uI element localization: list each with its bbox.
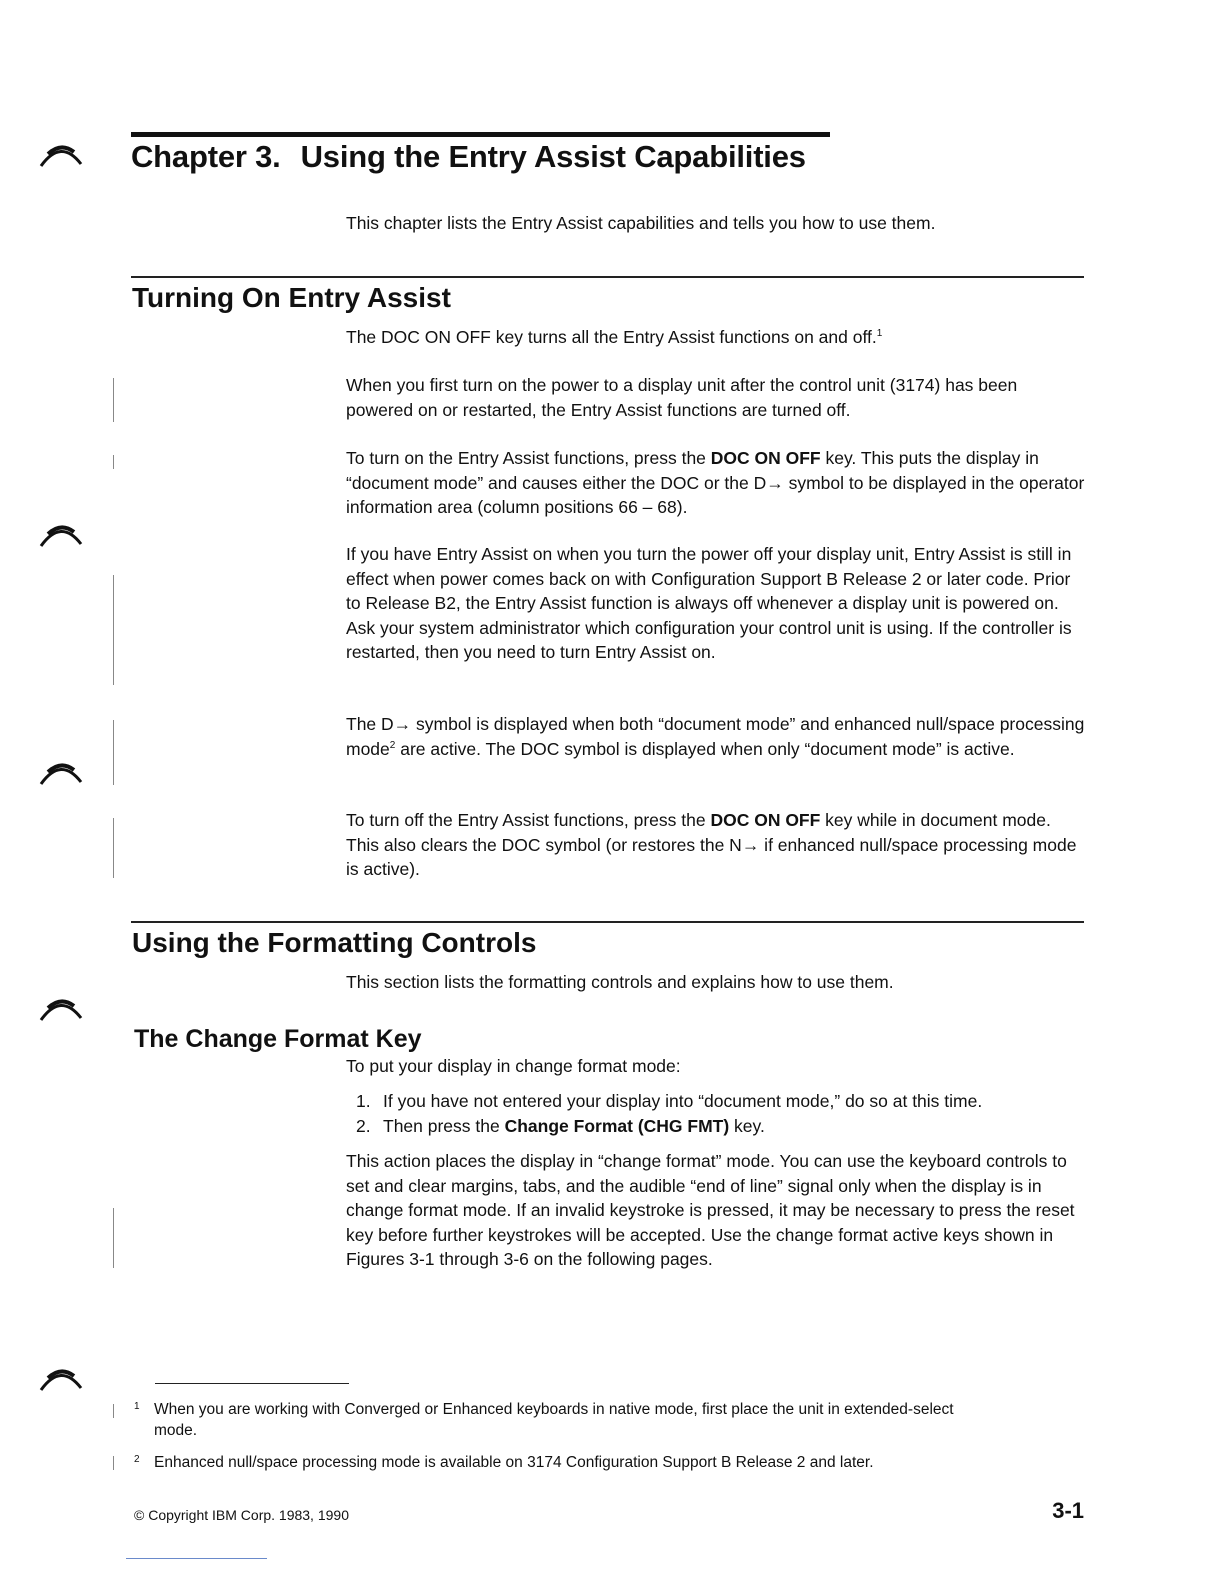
paragraph-text: are active. The DOC symbol is displayed when only “document mode” is active. bbox=[395, 738, 1015, 759]
paragraph-text: To turn on the Entry Assist functions, press the bbox=[346, 448, 711, 468]
binder-hole-mark bbox=[38, 1366, 84, 1392]
chapter-rule bbox=[131, 132, 830, 137]
section-heading-turning-on: Turning On Entry Assist bbox=[132, 282, 451, 313]
footnote bbox=[134, 1452, 1014, 1473]
change-bar bbox=[113, 818, 114, 878]
list-item bbox=[356, 1089, 1086, 1114]
step-number: 2. bbox=[356, 1116, 371, 1136]
chapter-title bbox=[131, 139, 806, 175]
paragraph bbox=[346, 712, 1086, 761]
paragraph bbox=[346, 373, 1086, 422]
chapter-title-text: Using the Entry Assist Capabilities bbox=[300, 139, 806, 174]
paragraph bbox=[346, 1149, 1086, 1272]
key-name: DOC ON OFF bbox=[710, 448, 821, 468]
footnote-text: Enhanced null/space processing mode is available on 3174 Configuration Support B Release 2 and later. bbox=[154, 1454, 874, 1471]
binder-hole-mark bbox=[38, 996, 84, 1022]
change-bar bbox=[113, 1208, 114, 1268]
change-bar bbox=[113, 1404, 114, 1418]
step-text: Then press the bbox=[383, 1116, 505, 1136]
paragraph bbox=[346, 542, 1086, 665]
change-bar bbox=[113, 1456, 114, 1470]
copyright-notice: © Copyright IBM Corp. 1983, 1990 bbox=[134, 1507, 349, 1523]
section-rule bbox=[131, 276, 1084, 278]
paragraph-text: key. This puts the display in “document mode” and causes either the DOC or the D→ symbol to be displayed in the operator information area (column positions 66 – 68). bbox=[346, 448, 1085, 517]
step-list bbox=[356, 1089, 1086, 1139]
footnote bbox=[134, 1399, 1014, 1441]
paragraph-text: key while in document mode. This also clears the DOC symbol (or restores the N→ if enhanced null/space processing mode is active). bbox=[346, 810, 1077, 879]
footnote-rule bbox=[155, 1383, 349, 1384]
key-name: Change Format (CHG FMT) bbox=[504, 1116, 730, 1136]
change-bar bbox=[113, 720, 114, 785]
footnote-ref[interactable]: 2 bbox=[389, 739, 396, 751]
binder-hole-mark bbox=[38, 142, 84, 168]
subsection-heading-change-format: The Change Format Key bbox=[134, 1025, 422, 1053]
chapter-number: Chapter 3. bbox=[131, 139, 281, 174]
step-text: If you have not entered your display into “document mode,” do so at this time. bbox=[383, 1091, 983, 1111]
list-item bbox=[356, 1114, 1086, 1139]
step-text: key. bbox=[729, 1116, 765, 1136]
paragraph-text: This action places the display in “change format” mode. You can use the keyboard controls to set and clear margins, tabs, and the audible “end of line” signal only when the display is in change format mode. If an invalid keystroke is pressed, it may be necessary to press the reset key before further keystrokes will be accepted. Use the change format active keys shown in Figures 3-1 through 3-6 on the following pages. bbox=[346, 1151, 1075, 1269]
binder-hole-mark bbox=[38, 760, 84, 786]
footnote-ref[interactable]: 1 bbox=[876, 328, 883, 340]
paragraph-text: To put your display in change format mode: bbox=[346, 1056, 681, 1076]
paragraph bbox=[346, 325, 1086, 350]
binder-hole-mark bbox=[38, 522, 84, 548]
paragraph-text: The D→ symbol is displayed when both “document mode” and enhanced null/space processing mode bbox=[346, 714, 1085, 759]
chapter-intro-text: This chapter lists the Entry Assist capabilities and tells you how to use them. bbox=[346, 213, 936, 233]
paragraph-text: When you first turn on the power to a display unit after the control unit (3174) has been powered on or restarted, the Entry Assist functions are turned off. bbox=[346, 375, 1018, 420]
bottom-rule bbox=[126, 1558, 267, 1559]
change-bar bbox=[113, 378, 114, 422]
paragraph bbox=[346, 446, 1086, 520]
page-number: 3-1 bbox=[1052, 1498, 1084, 1523]
paragraph bbox=[346, 970, 1086, 995]
paragraph-text: The DOC ON OFF key turns all the Entry Assist functions on and off. bbox=[346, 327, 877, 347]
footnote-mark: 2 bbox=[134, 1454, 140, 1465]
section-heading-formatting: Using the Formatting Controls bbox=[132, 927, 537, 958]
section-rule bbox=[131, 921, 1084, 923]
change-bar bbox=[113, 575, 114, 685]
footnote-text: When you are working with Converged or Enhanced keyboards in native mode, first place the unit in extended-select mode. bbox=[154, 1401, 954, 1439]
paragraph bbox=[346, 1054, 1086, 1079]
footnote-mark: 1 bbox=[134, 1401, 140, 1412]
change-bar bbox=[113, 455, 114, 469]
chapter-intro bbox=[346, 211, 1086, 236]
paragraph-text: If you have Entry Assist on when you turn the power off your display unit, Entry Assist is still in effect when power comes back on with Configuration Support B Release 2 or later code. Prior to Release B2, the Entry Assist function is always off whenever a display unit is powered on. Ask your system administrator which configuration your control unit is using. If the controller is restarted, then you need to turn Entry Assist on. bbox=[346, 544, 1072, 662]
paragraph-text: To turn off the Entry Assist functions, press the bbox=[346, 810, 711, 830]
step-number: 1. bbox=[356, 1091, 371, 1111]
key-name: DOC ON OFF bbox=[710, 810, 821, 830]
paragraph-text: This section lists the formatting controls and explains how to use them. bbox=[346, 972, 894, 992]
paragraph bbox=[346, 808, 1086, 882]
